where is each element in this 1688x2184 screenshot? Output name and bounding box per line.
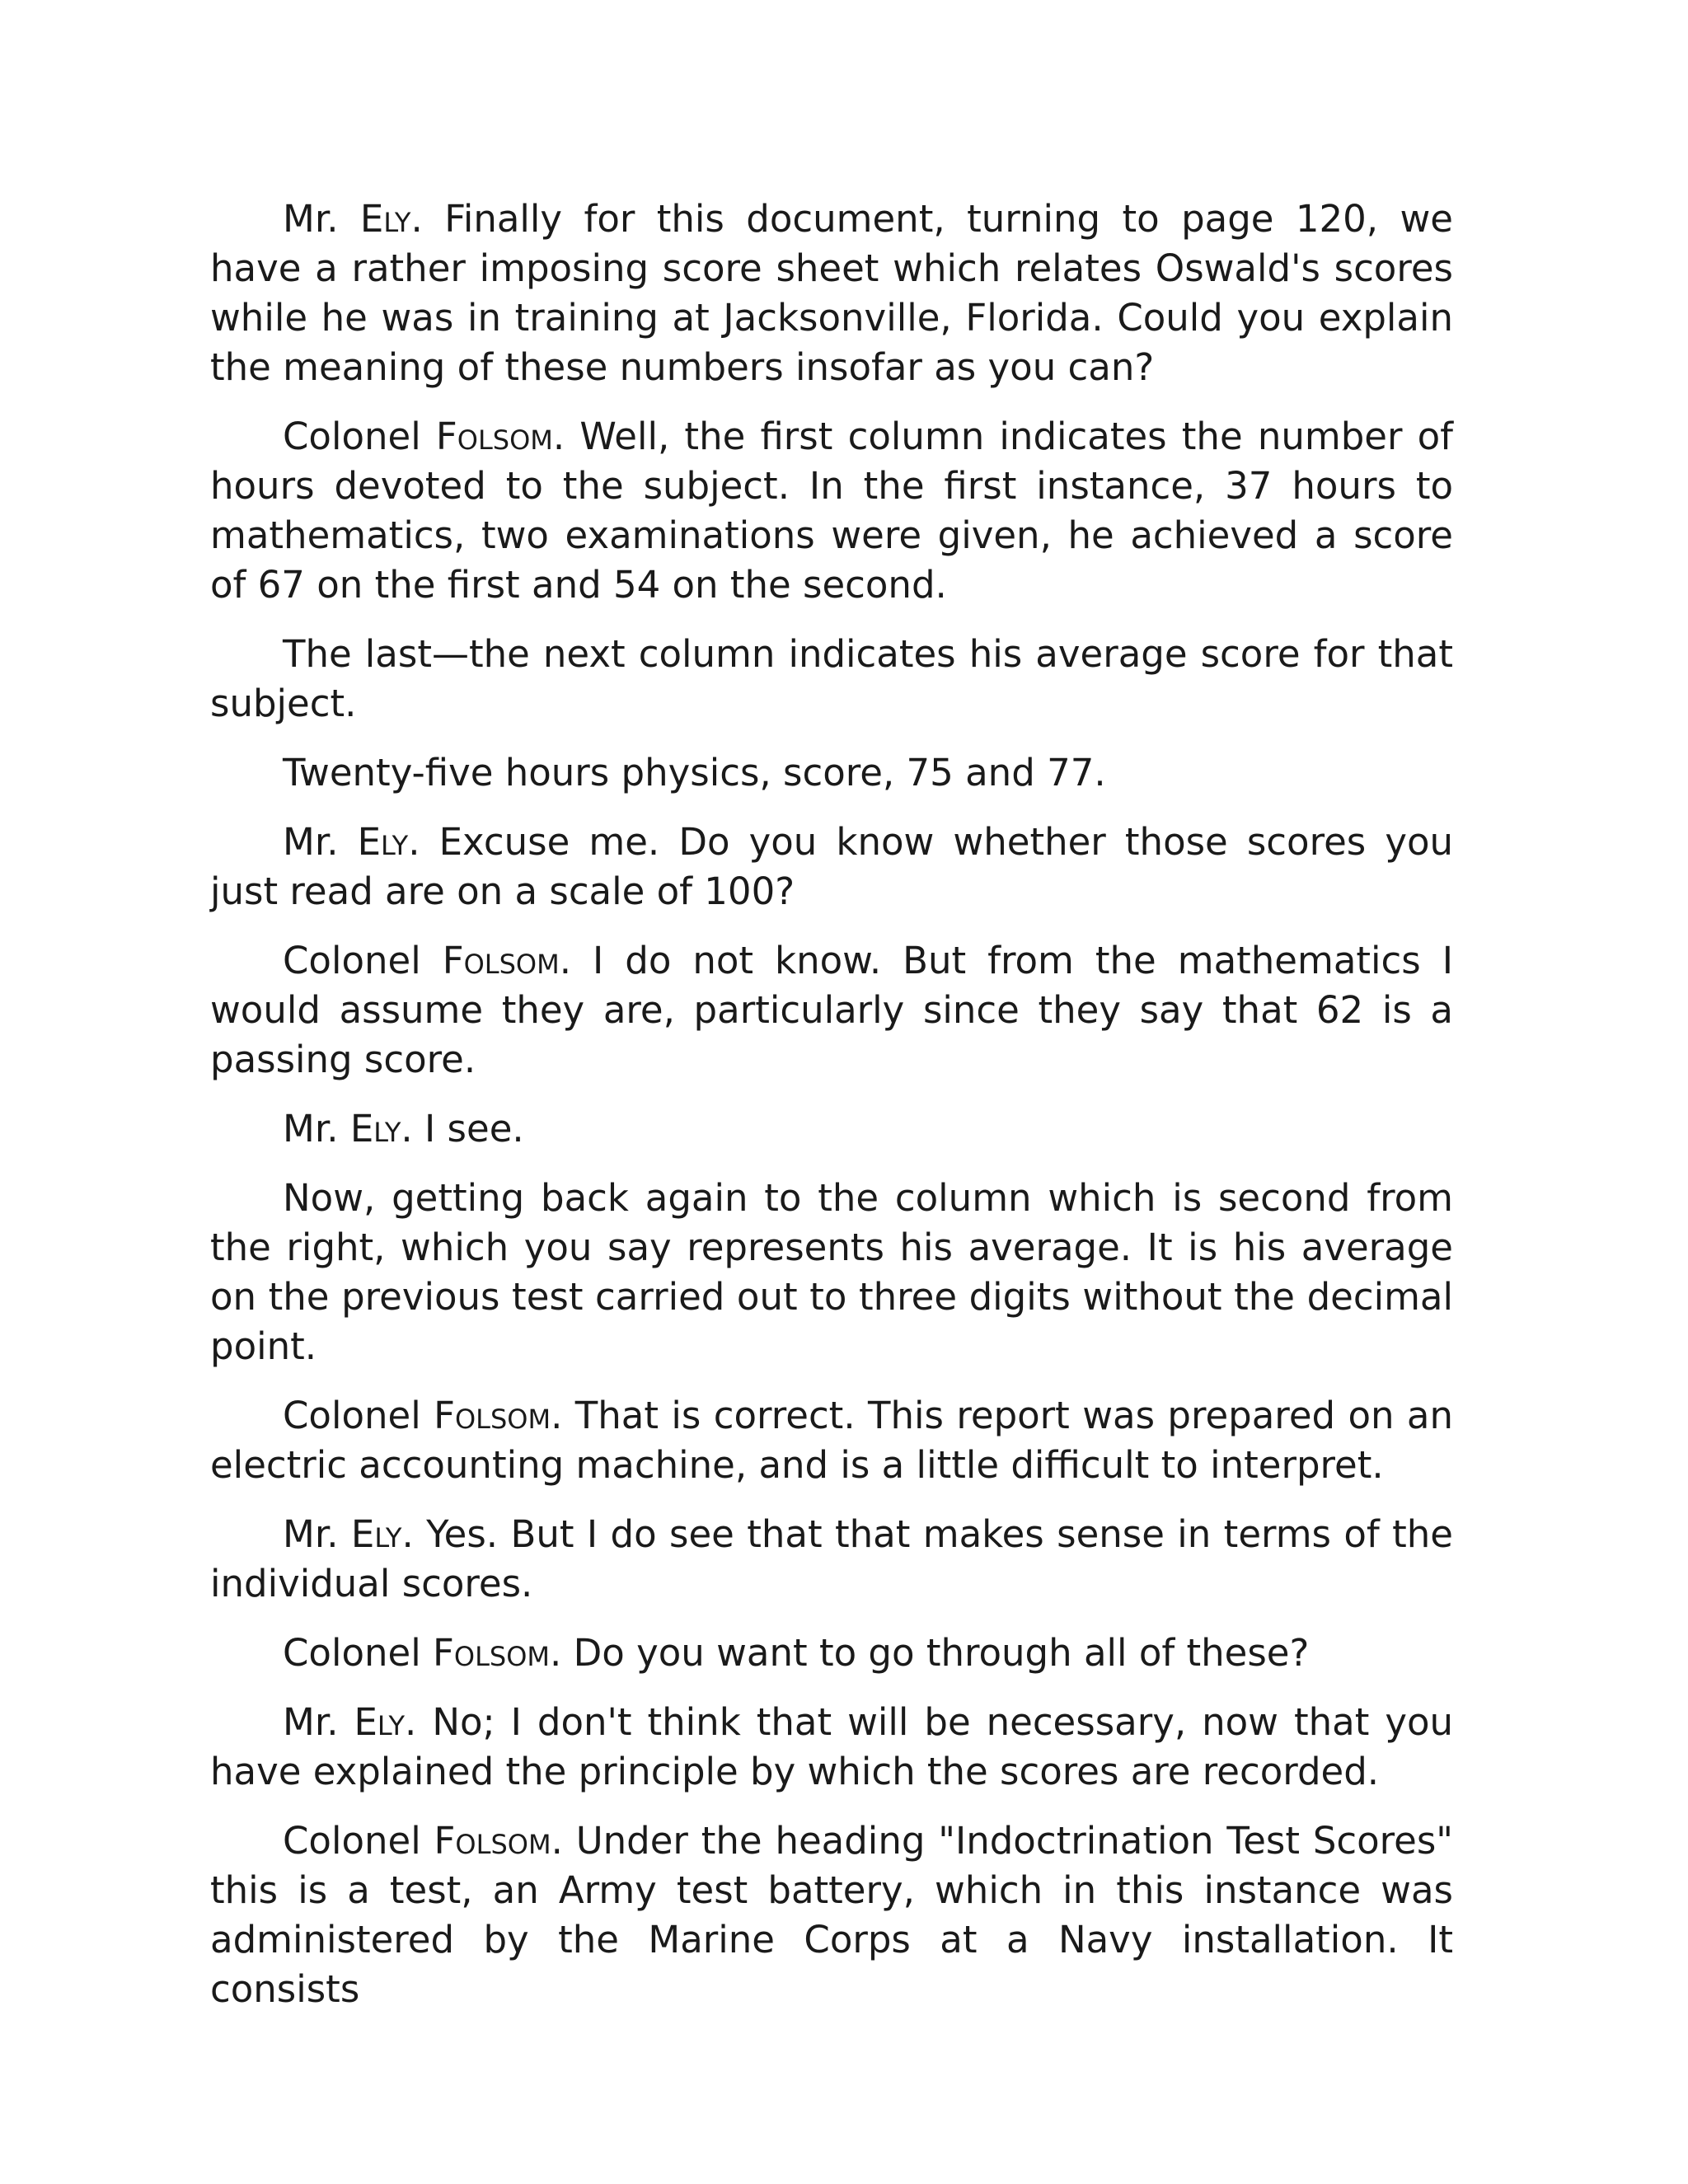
paragraph (210, 630, 1453, 729)
paragraph (210, 1104, 1453, 1154)
speaker-title: Colonel (283, 1631, 433, 1675)
paragraph (210, 936, 1453, 1085)
paragraph (210, 748, 1453, 798)
speaker-title: Mr. (283, 1700, 354, 1744)
paragraph-text: . Do you want to go through all of these? (550, 1631, 1310, 1675)
speaker-title: Colonel (283, 939, 443, 982)
speaker-title: Colonel (283, 1819, 434, 1863)
paragraph (210, 1816, 1453, 2014)
paragraph (210, 1629, 1453, 1678)
paragraph (210, 1174, 1453, 1371)
paragraph-text: . That is correct. This report was prepared on an electric accounting machine, and is a little difficult to interpret. (210, 1394, 1454, 1487)
paragraph-text: . Excuse me. Do you know whether those scores you just read are on a scale of 100? (210, 820, 1454, 913)
paragraph-text: . No; I don't think that will be necessary, now that you have explained the principle by which the scores are recorded. (210, 1700, 1453, 1793)
paragraph-text: . I do not know. But from the mathematics I would assume they are, particularly since they say that 62 is a passing score. (210, 939, 1453, 1081)
speaker-title: Colonel (283, 1394, 434, 1437)
paragraph (210, 1510, 1453, 1609)
paragraph-text: . I see. (401, 1107, 524, 1151)
speaker-title: Mr. (283, 1512, 351, 1556)
speaker-name: Folsom (434, 1819, 551, 1863)
paragraph (210, 412, 1453, 610)
paragraph-text: . Yes. But I do see that that makes sense in terms of the individual scores. (210, 1512, 1453, 1605)
paragraph (210, 1391, 1453, 1490)
speaker-title: Mr. (283, 197, 360, 241)
paragraph (210, 818, 1453, 916)
speaker-title: Colonel (283, 415, 436, 458)
speaker-name: Folsom (433, 1631, 551, 1675)
speaker-title: Mr. (283, 1107, 350, 1151)
paragraph-text: . Under the heading "Indoctrination Test Scores" this is a test, an Army test battery, which in this instance was administered by the Marine Corps at a Navy installation. It consists (210, 1819, 1454, 2011)
paragraph (210, 194, 1453, 392)
speaker-name: Ely (357, 820, 409, 864)
paragraph-text: Twenty-five hours physics, score, 75 and 77. (283, 751, 1106, 794)
paragraph (210, 1698, 1453, 1797)
paragraph-text: . Finally for this document, turning to page 120, we have a rather imposing score sheet which relates Oswald's scores while he was in training at Jacksonville, Florida. Could you explain the meaning of these numbers insofar as you can? (210, 197, 1453, 389)
speaker-name: Ely (359, 197, 411, 241)
speaker-name: Folsom (434, 1394, 551, 1437)
speaker-name: Folsom (442, 939, 560, 982)
document-page (210, 194, 1453, 2034)
speaker-name: Folsom (435, 415, 553, 458)
speaker-name: Ely (349, 1107, 401, 1151)
paragraph-text: Now, getting back again to the column which is second from the right, which you say represents his average. It is his average on the previous test carried out to three digits without the decimal point. (210, 1176, 1453, 1368)
speaker-name: Ely (350, 1512, 402, 1556)
speaker-name: Ely (354, 1700, 406, 1744)
speaker-title: Mr. (283, 820, 358, 864)
paragraph-text: The last—the next column indicates his average score for that subject. (210, 632, 1453, 725)
paragraph-text: . Well, the first column indicates the number of hours devoted to the subject. In the first instance, 37 hours to mathematics, two examinations were given, he achieved a score of 67 on the first and 54 on the second. (210, 415, 1454, 607)
